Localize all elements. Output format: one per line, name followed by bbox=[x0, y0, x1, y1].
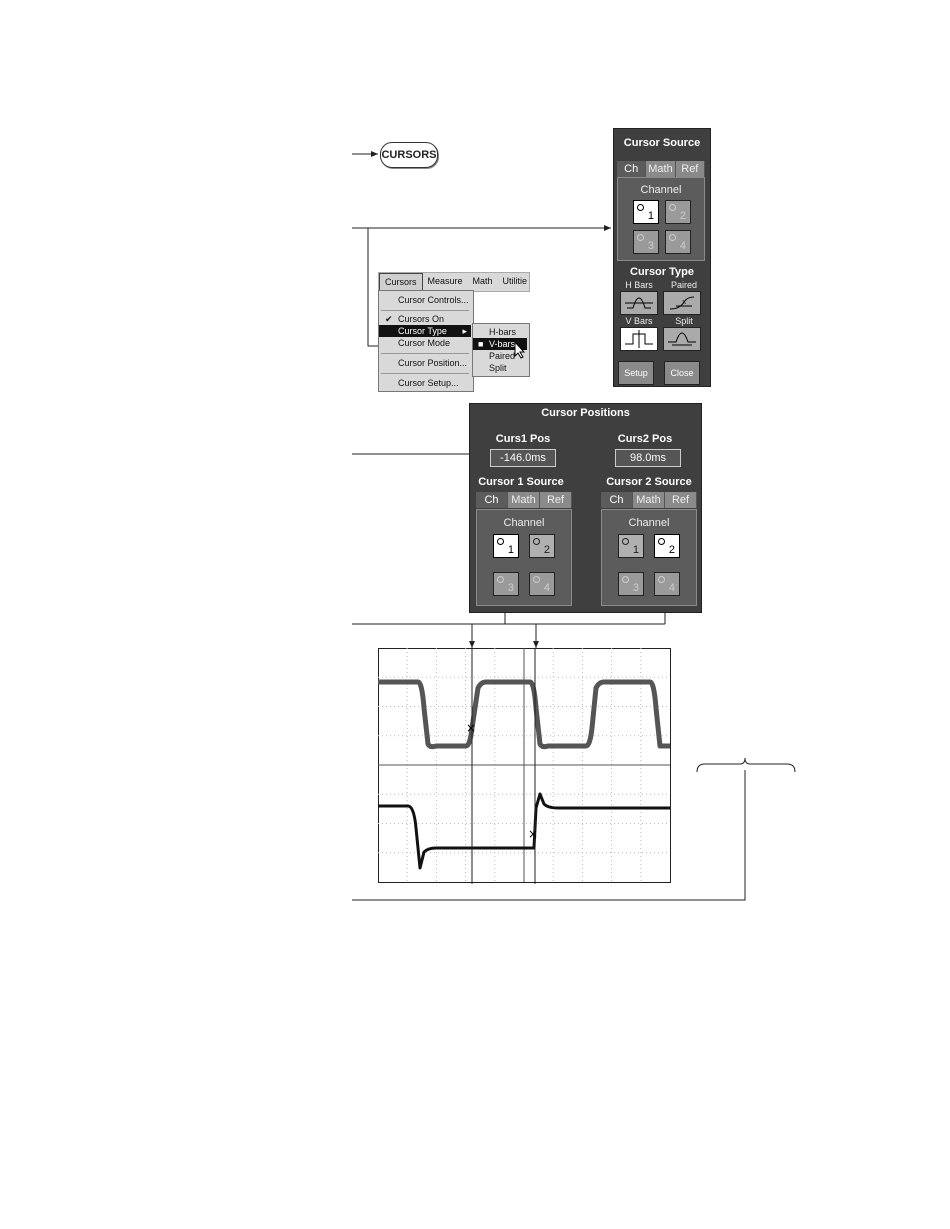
paired-icon bbox=[664, 292, 700, 314]
menu-item-cursors-on[interactable]: ✔ Cursors On bbox=[385, 314, 445, 324]
scope-display bbox=[378, 648, 672, 884]
menu-math[interactable]: Math bbox=[472, 276, 493, 286]
cursor1-channel-2-button[interactable]: 2 bbox=[529, 534, 555, 558]
cursor1-channel-3-button[interactable]: 3 bbox=[493, 572, 519, 596]
hbars-button[interactable] bbox=[620, 291, 658, 315]
channel-1-button[interactable]: 1 bbox=[633, 200, 659, 224]
menu-measure[interactable]: Measure bbox=[427, 276, 463, 286]
cursor1-tab-ref[interactable]: Ref bbox=[540, 492, 572, 508]
cursors-dropdown bbox=[378, 290, 474, 392]
paired-label: Paired bbox=[670, 280, 697, 290]
submenu-vbars[interactable]: ■ V-bars bbox=[473, 338, 527, 350]
svg-text:x: x bbox=[682, 298, 687, 306]
cursor-positions-panel bbox=[469, 403, 702, 613]
cursor-positions-title: Cursor Positions bbox=[541, 407, 630, 419]
menu-item-cursor-type[interactable]: Cursor Type ▸ bbox=[379, 325, 471, 337]
vbars-label: V Bars bbox=[625, 316, 653, 326]
channel-group bbox=[617, 177, 705, 261]
hbars-icon bbox=[621, 292, 657, 314]
tab-math[interactable]: Math bbox=[646, 161, 675, 177]
submenu-split[interactable]: Split bbox=[489, 363, 507, 373]
menu-item-cursor-controls[interactable]: Cursor Controls... bbox=[398, 295, 469, 305]
channel-4-button[interactable]: 4 bbox=[665, 230, 691, 254]
menu-utilities[interactable]: Utilitie bbox=[502, 276, 528, 286]
curs2-pos-label: Curs2 Pos bbox=[617, 433, 673, 445]
curs2-pos-field[interactable]: 98.0ms bbox=[615, 449, 681, 467]
cursor-1-marker: × bbox=[466, 721, 477, 735]
menu-item-cursor-position[interactable]: Cursor Position... bbox=[398, 358, 468, 368]
cursor2-tab-ch[interactable]: Ch bbox=[601, 492, 633, 508]
cursor-source-title: Cursor Source bbox=[623, 137, 701, 149]
vbars-icon bbox=[621, 328, 657, 350]
cursor1-source-title: Cursor 1 Source bbox=[478, 476, 564, 488]
menu-item-cursor-setup[interactable]: Cursor Setup... bbox=[398, 378, 459, 388]
submenu-paired[interactable]: Paired bbox=[489, 351, 516, 361]
menu-cursors[interactable]: Cursors bbox=[379, 273, 423, 291]
menu-bar bbox=[378, 272, 530, 292]
curs1-pos-field[interactable]: -146.0ms bbox=[490, 449, 556, 467]
cursor1-channel-4-button[interactable]: 4 bbox=[529, 572, 555, 596]
cursor2-tab-ref[interactable]: Ref bbox=[665, 492, 697, 508]
vbars-button[interactable] bbox=[620, 327, 658, 351]
cursor2-channel-2-button[interactable]: 2 bbox=[654, 534, 680, 558]
cursor1-tab-math[interactable]: Math bbox=[508, 492, 540, 508]
cursor-source-panel bbox=[613, 128, 711, 387]
cursor2-source-title: Cursor 2 Source bbox=[606, 476, 692, 488]
cursor-type-submenu bbox=[472, 323, 530, 377]
split-button[interactable] bbox=[663, 327, 701, 351]
cursor1-channel-1-button[interactable]: 1 bbox=[493, 534, 519, 558]
tab-ref[interactable]: Ref bbox=[676, 161, 705, 177]
curs1-pos-label: Curs1 Pos bbox=[495, 433, 551, 445]
cursor1-tab-ch[interactable]: Ch bbox=[476, 492, 508, 508]
brace-bracket bbox=[697, 758, 795, 772]
submenu-arrow-icon: ▸ bbox=[462, 326, 467, 336]
channel-2-button[interactable]: 2 bbox=[665, 200, 691, 224]
cursor-2-marker: × bbox=[528, 827, 539, 841]
cursor2-channel-group bbox=[601, 509, 697, 606]
menu-item-cursor-mode[interactable]: Cursor Mode bbox=[398, 338, 451, 348]
checkmark-icon: ✔ bbox=[385, 314, 393, 324]
cursor2-tab-math[interactable]: Math bbox=[633, 492, 665, 508]
tab-ch[interactable]: Ch bbox=[617, 161, 646, 177]
cursor1-channel-label: Channel bbox=[503, 517, 545, 529]
cursor1-channel-group bbox=[476, 509, 572, 606]
hbars-label: H Bars bbox=[625, 280, 653, 290]
channel-3-button[interactable]: 3 bbox=[633, 230, 659, 254]
channel-label: Channel bbox=[640, 184, 682, 196]
split-label: Split bbox=[675, 316, 693, 326]
submenu-hbars[interactable]: H-bars bbox=[489, 327, 517, 337]
split-icon bbox=[664, 328, 700, 350]
bullet-icon: ■ bbox=[478, 339, 484, 349]
paired-button[interactable] bbox=[663, 291, 701, 315]
close-button[interactable]: Close bbox=[664, 361, 700, 385]
cursor2-channel-label: Channel bbox=[628, 517, 670, 529]
cursors-button[interactable]: CURSORS bbox=[380, 142, 438, 168]
cursor2-channel-4-button[interactable]: 4 bbox=[654, 572, 680, 596]
setup-button[interactable]: Setup bbox=[618, 361, 654, 385]
cursor-type-title: Cursor Type bbox=[630, 266, 694, 278]
cursor2-channel-3-button[interactable]: 3 bbox=[618, 572, 644, 596]
cursor2-channel-1-button[interactable]: 1 bbox=[618, 534, 644, 558]
